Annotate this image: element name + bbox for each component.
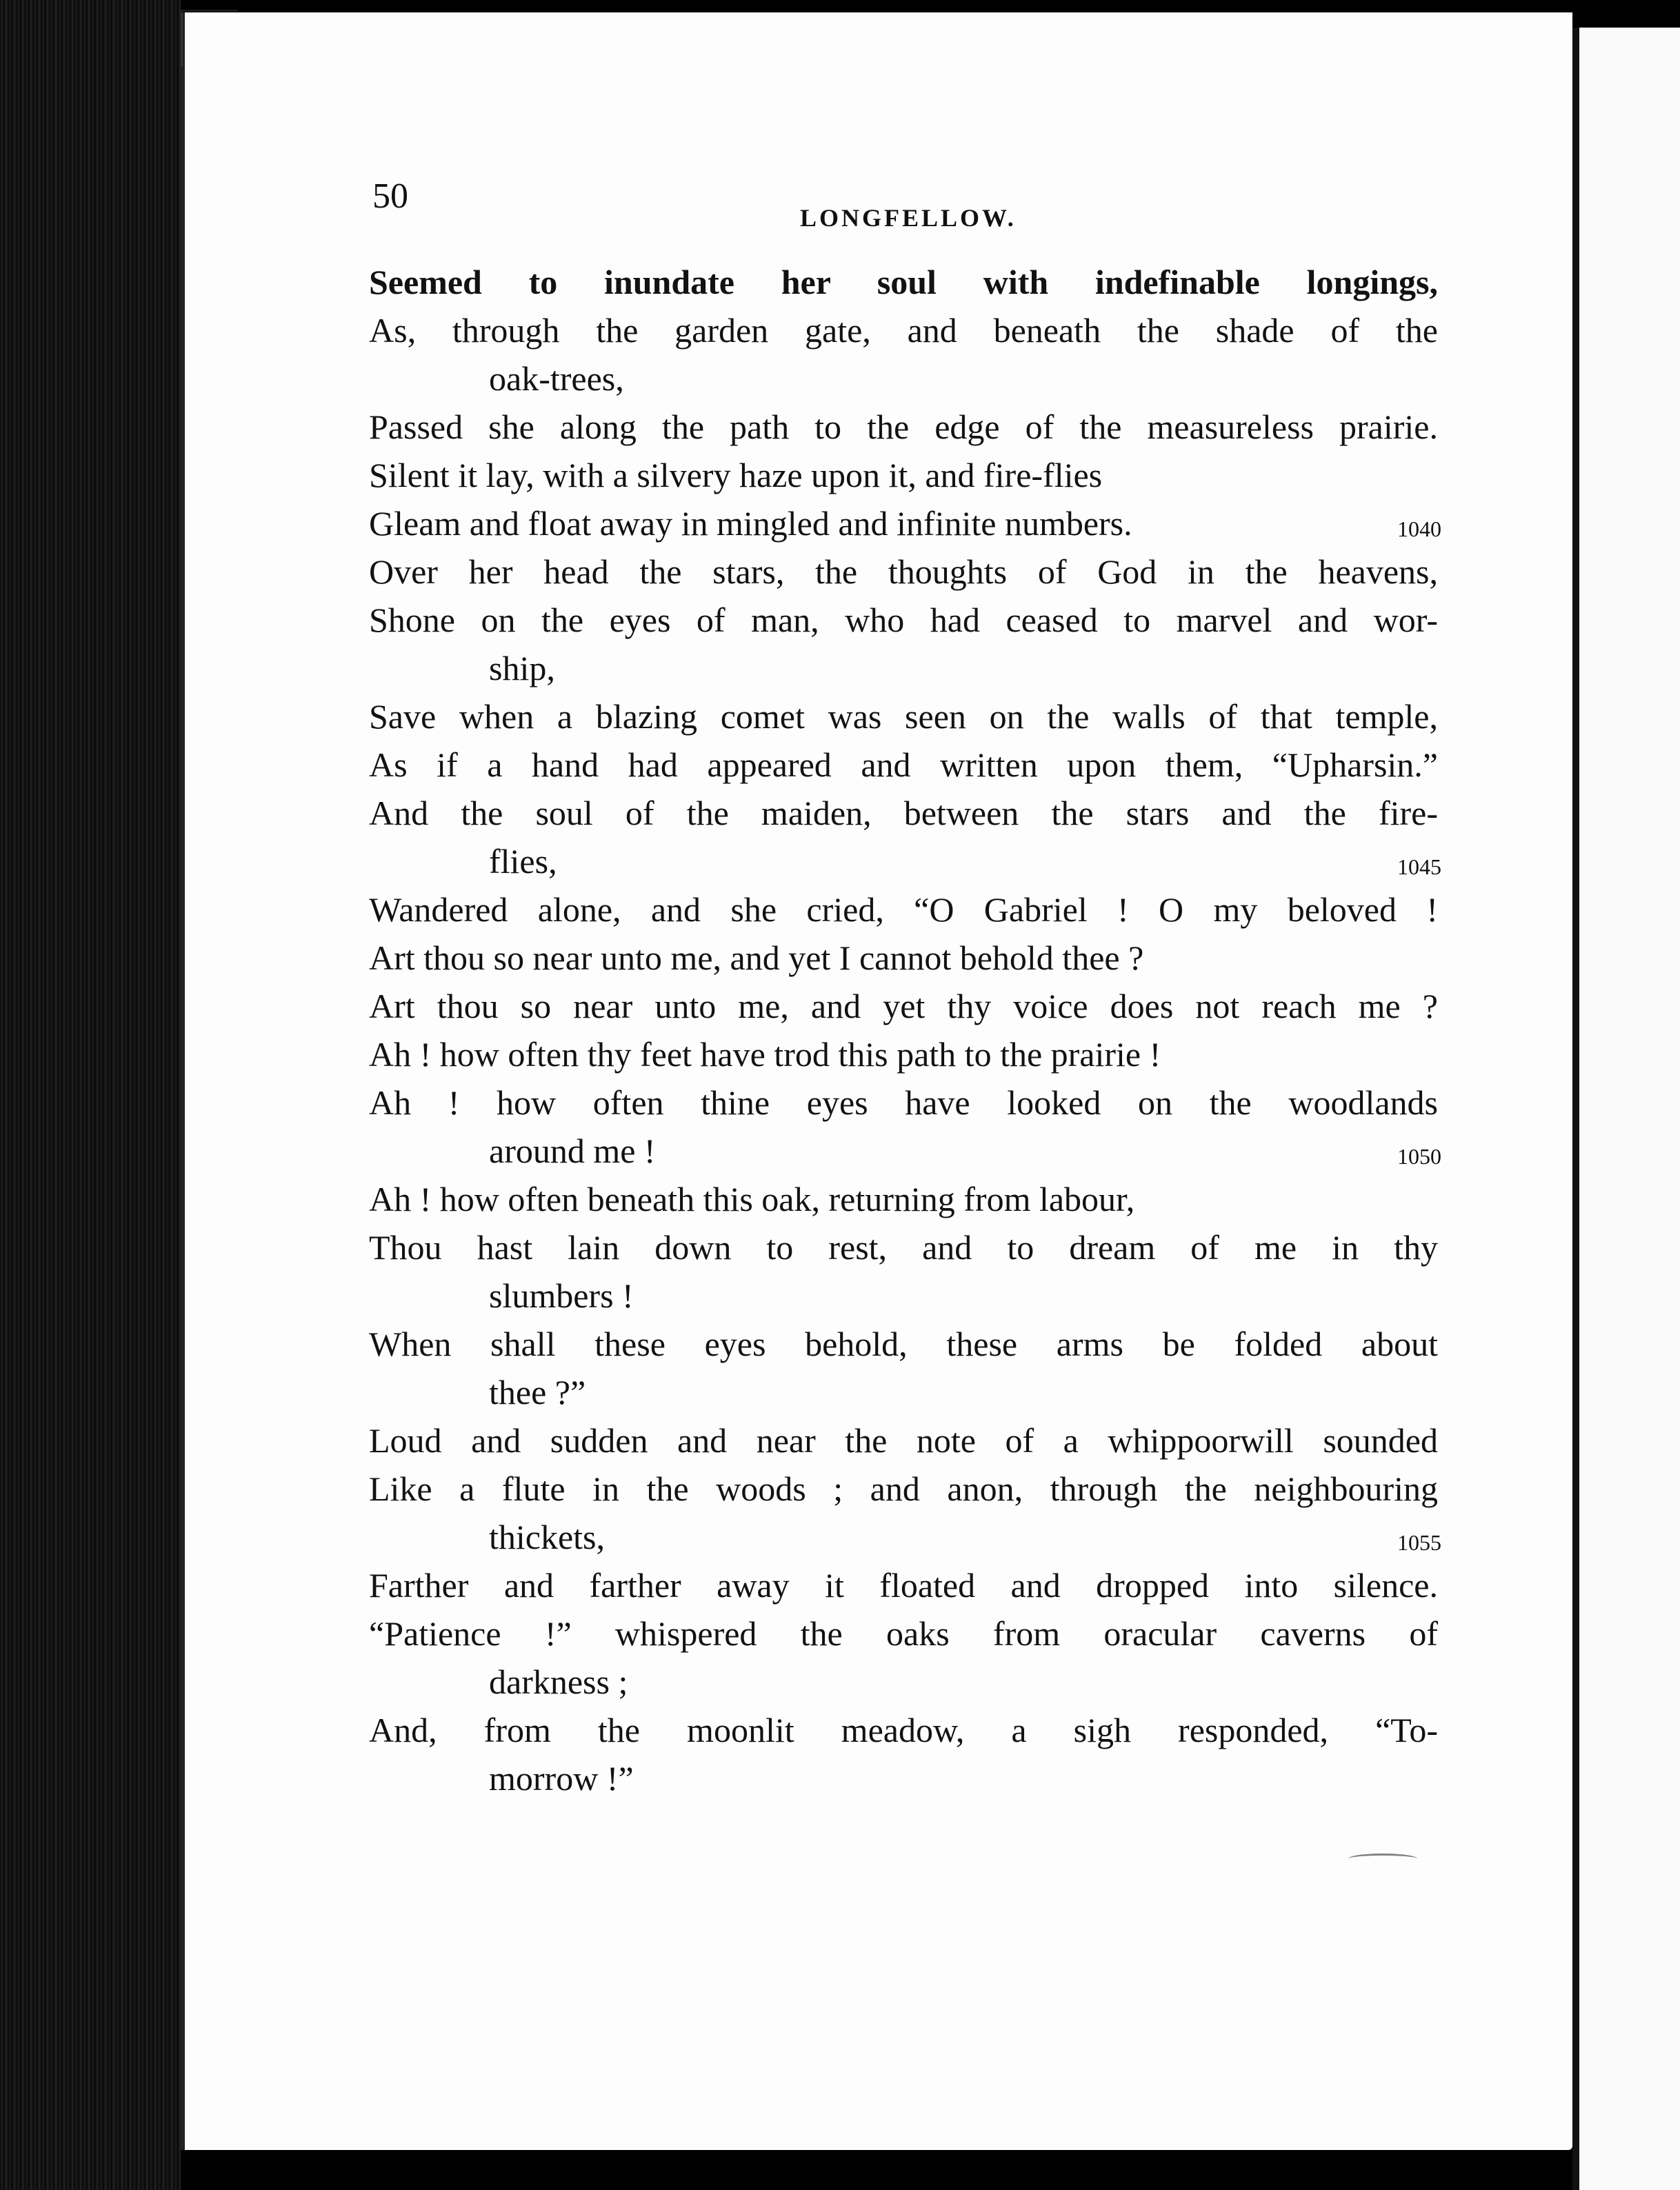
line-number: 1050: [1397, 1144, 1441, 1169]
pencil-mark: [1348, 1854, 1417, 1864]
running-title: LONGFELLOW.: [800, 204, 1017, 232]
poem-line-text: around me !: [489, 1132, 656, 1170]
poem-line: Save when a blazing comet was seen on the walls of that temple,: [369, 697, 1438, 736]
poem-line: Ah ! how often beneath this oak, returning from labour,: [369, 1180, 1135, 1218]
poem-line: Wandered alone, and she cried, “O Gabriel ! O my beloved !: [369, 890, 1438, 929]
poem-line: Ah ! how often thine eyes have looked on the woodlands: [369, 1083, 1438, 1122]
poem-line-text: flies,: [489, 842, 557, 881]
page-header: [372, 176, 1441, 238]
poem-line-continuation: morrow !”: [489, 1759, 634, 1798]
poem-line: Shone on the eyes of man, who had ceased to marvel and wor-: [369, 601, 1438, 639]
poem-text: [369, 258, 1441, 1802]
poem-line: When shall these eyes behold, these arms be folded about: [369, 1325, 1438, 1363]
poem-line: Loud and sudden and near the note of a whippoorwill sounded: [369, 1421, 1438, 1460]
poem-line: Like a flute in the woods ; and anon, through the neighbouring: [369, 1469, 1438, 1508]
facing-page-edge: [1572, 28, 1680, 2190]
poem-line-continuation: slumbers !: [489, 1276, 634, 1315]
poem-line-text: thickets,: [489, 1518, 606, 1556]
poem-line-continuation: ship,: [489, 649, 555, 687]
poem-line-continuation: oak-trees,: [489, 359, 624, 398]
poem-line: Over her head the stars, the thoughts of God in the heavens,: [369, 552, 1438, 591]
poem-line-continuation: darkness ;: [489, 1662, 628, 1701]
poem-line: Silent it lay, with a silvery haze upon it, and fire-flies: [369, 456, 1103, 494]
line-number: 1040: [1397, 516, 1441, 541]
poem-line: As, through the garden gate, and beneath the shade of the: [369, 311, 1438, 350]
poem-line: Seemed to inundate her soul with indefinable longings,: [369, 263, 1438, 301]
poem-line: And, from the moonlit meadow, a sigh responded, “To-: [369, 1711, 1438, 1749]
line-number: 1055: [1397, 1530, 1441, 1555]
page-corner-fold: [181, 10, 238, 67]
poem-line: Art thou so near unto me, and yet thy voice does not reach me ?: [369, 987, 1438, 1025]
poem-line-continuation: [369, 1127, 1441, 1175]
poem-line: [369, 499, 1441, 548]
poem-line-continuation: [369, 1513, 1441, 1561]
poem-line-text: Gleam and float away in mingled and infinite numbers.: [369, 504, 1132, 543]
poem-line: And the soul of the maiden, between the stars and the fire-: [369, 794, 1438, 832]
poem-line: Ah ! how often thy feet have trod this path to the prairie !: [369, 1035, 1161, 1074]
page-number: 50: [372, 177, 408, 216]
poem-line: As if a hand had appeared and written upon them, “Upharsin.”: [369, 745, 1438, 784]
book-spine-edge: [0, 0, 181, 2190]
poem-line: Thou hast lain down to rest, and to dream of me in thy: [369, 1228, 1438, 1267]
poem-line: “Patience !” whispered the oaks from oracular caverns of: [369, 1614, 1438, 1653]
line-number: 1045: [1397, 854, 1441, 879]
poem-line: Art thou so near unto me, and yet I cannot behold thee ?: [369, 938, 1144, 977]
poem-line: Farther and farther away it floated and dropped into silence.: [369, 1566, 1438, 1605]
poem-line-continuation: [369, 837, 1441, 885]
poem-line-continuation: thee ?”: [489, 1373, 586, 1412]
poem-line: Passed she along the path to the edge of the measureless prairie.: [369, 408, 1438, 446]
